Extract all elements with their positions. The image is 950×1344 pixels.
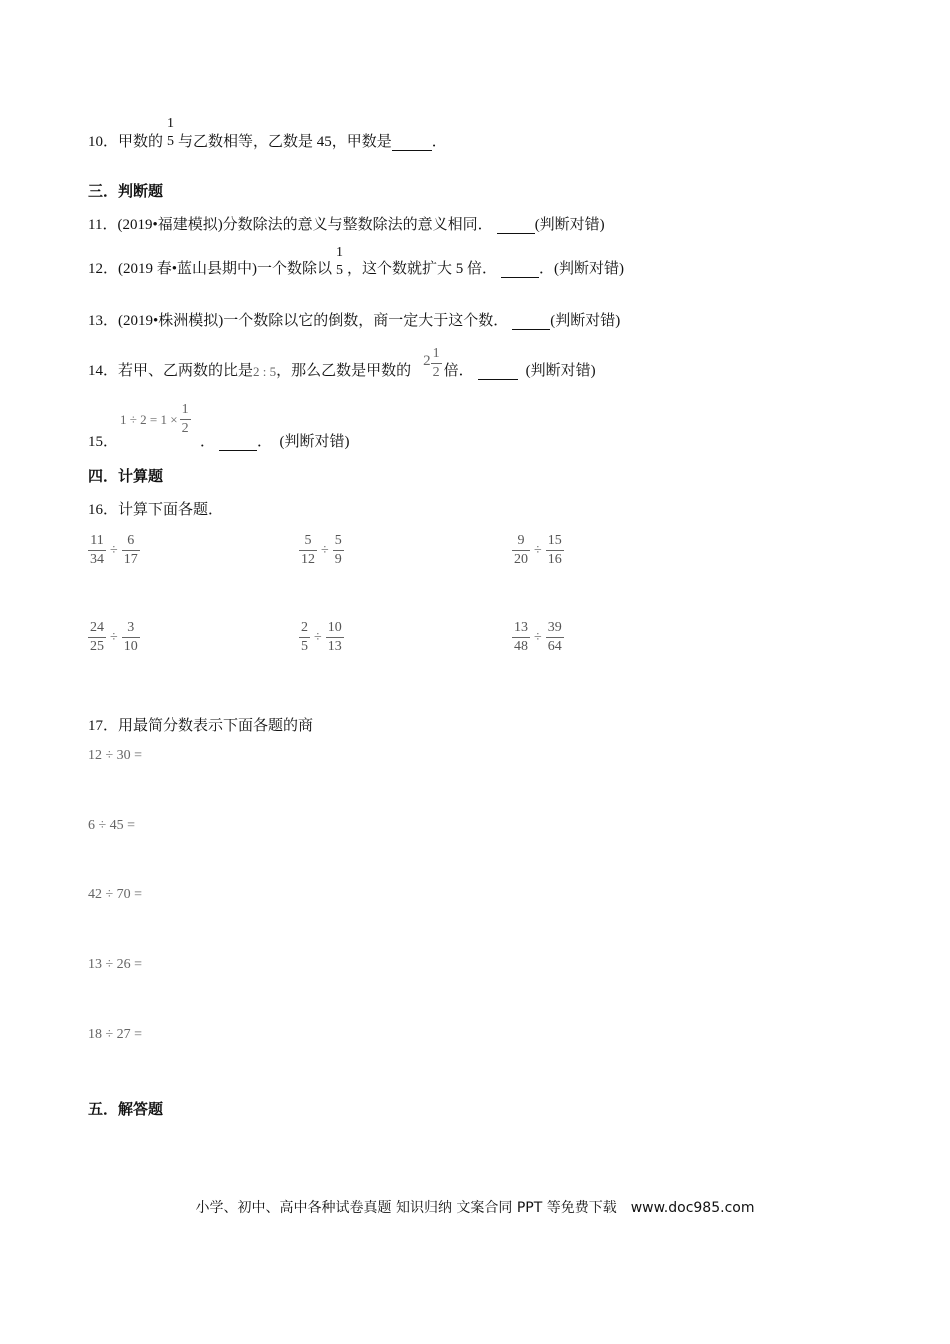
question-15-tail: ． ． (判断对错) (200, 430, 350, 451)
answer-blank[interactable] (478, 365, 518, 380)
fraction: $\frac{1}{2}$ (181, 402, 189, 436)
question-10: 10． 甲数的 1 5 与乙数相等，乙数是 45，甲数是 ． (88, 116, 447, 150)
calc-item: $\frac{13}{48}$ ÷ $\frac{39}{64}$ (514, 620, 562, 654)
question-text: 11．(2019•福建模拟)分数除法的意义与整数除法的意义相同． (88, 217, 493, 233)
calc-item: $\frac{9}{20}$ ÷ $\frac{15}{16}$ (514, 533, 562, 567)
division-expression: 12 ÷ 30 = (88, 748, 143, 763)
question-text: 12．(2019 春•蓝山县期中)一个数除以 (88, 261, 332, 277)
question-text: 与乙数相等，乙数是 45，甲数是 (178, 134, 392, 150)
judge-hint: (判断对错) (525, 363, 596, 379)
calc-item: $\frac{5}{12}$ ÷ $\frac{5}{9}$ (301, 533, 342, 567)
question-number: 10． (88, 134, 119, 150)
division-expression: 13 ÷ 26 = (88, 957, 143, 972)
section-heading-judgment: 三．判断题 (88, 184, 164, 200)
calc-item: $\frac{24}{25}$ ÷ $\frac{3}{10}$ (90, 620, 138, 654)
answer-blank[interactable] (501, 263, 539, 278)
question-15-expression: 1 ÷ 2 = 1 × $\frac{1}{2}$ (120, 402, 189, 436)
question-14 (88, 342, 596, 380)
fraction: 1 5 (336, 245, 343, 278)
ratio: 2 : 5 (253, 364, 277, 379)
division-expression: 42 ÷ 70 = (88, 887, 143, 902)
question-text: 13．(2019•株洲模拟)一个数除以它的倒数，商一定大于这个数． (88, 313, 509, 329)
question-11 (88, 213, 605, 234)
mixed-whole: 2 (423, 352, 431, 369)
question-15-number: 15． (88, 434, 119, 450)
calc-item: $\frac{11}{34}$ ÷ $\frac{6}{17}$ (90, 533, 138, 567)
answer-blank[interactable] (392, 136, 432, 151)
question-12 (88, 246, 624, 278)
footer-text: 小学、初中、高中各种试卷真题 知识归纳 文案合同 PPT 等免费下载 www.doc985.com (195, 1200, 755, 1216)
question-17-title: 17．用最简分数表示下面各题的商 (88, 718, 314, 734)
answer-blank[interactable] (219, 436, 257, 451)
answer-blank[interactable] (497, 219, 535, 234)
calc-item: $\frac{2}{5}$ ÷ $\frac{10}{13}$ (301, 620, 342, 654)
question-text: 倍． (443, 363, 474, 379)
question-text: ，这个数就扩大 5 倍． (347, 261, 498, 277)
judge-hint: ．(判断对错) (539, 261, 625, 277)
division-expression: 6 ÷ 45 = (88, 818, 136, 833)
question-text: ，那么乙数是甲数的 (276, 363, 412, 379)
answer-blank[interactable] (512, 315, 550, 330)
section-heading-calculation: 四．计算题 (88, 469, 164, 485)
question-text: 甲数的 (118, 134, 164, 150)
division-expression: 18 ÷ 27 = (88, 1027, 143, 1042)
section-heading-answer: 五．解答题 (88, 1102, 164, 1118)
fraction: $\frac{1}{2}$ (432, 346, 440, 380)
question-13 (88, 309, 620, 330)
question-text: 14．若甲、乙两数的比是 (88, 363, 254, 379)
judge-hint: (判断对错) (534, 217, 605, 233)
fraction: 1 5 (167, 116, 175, 149)
judge-hint: ． (判断对错) (257, 434, 350, 450)
judge-hint: (判断对错) (550, 313, 621, 329)
question-16-title: 16．计算下面各题． (88, 502, 224, 518)
